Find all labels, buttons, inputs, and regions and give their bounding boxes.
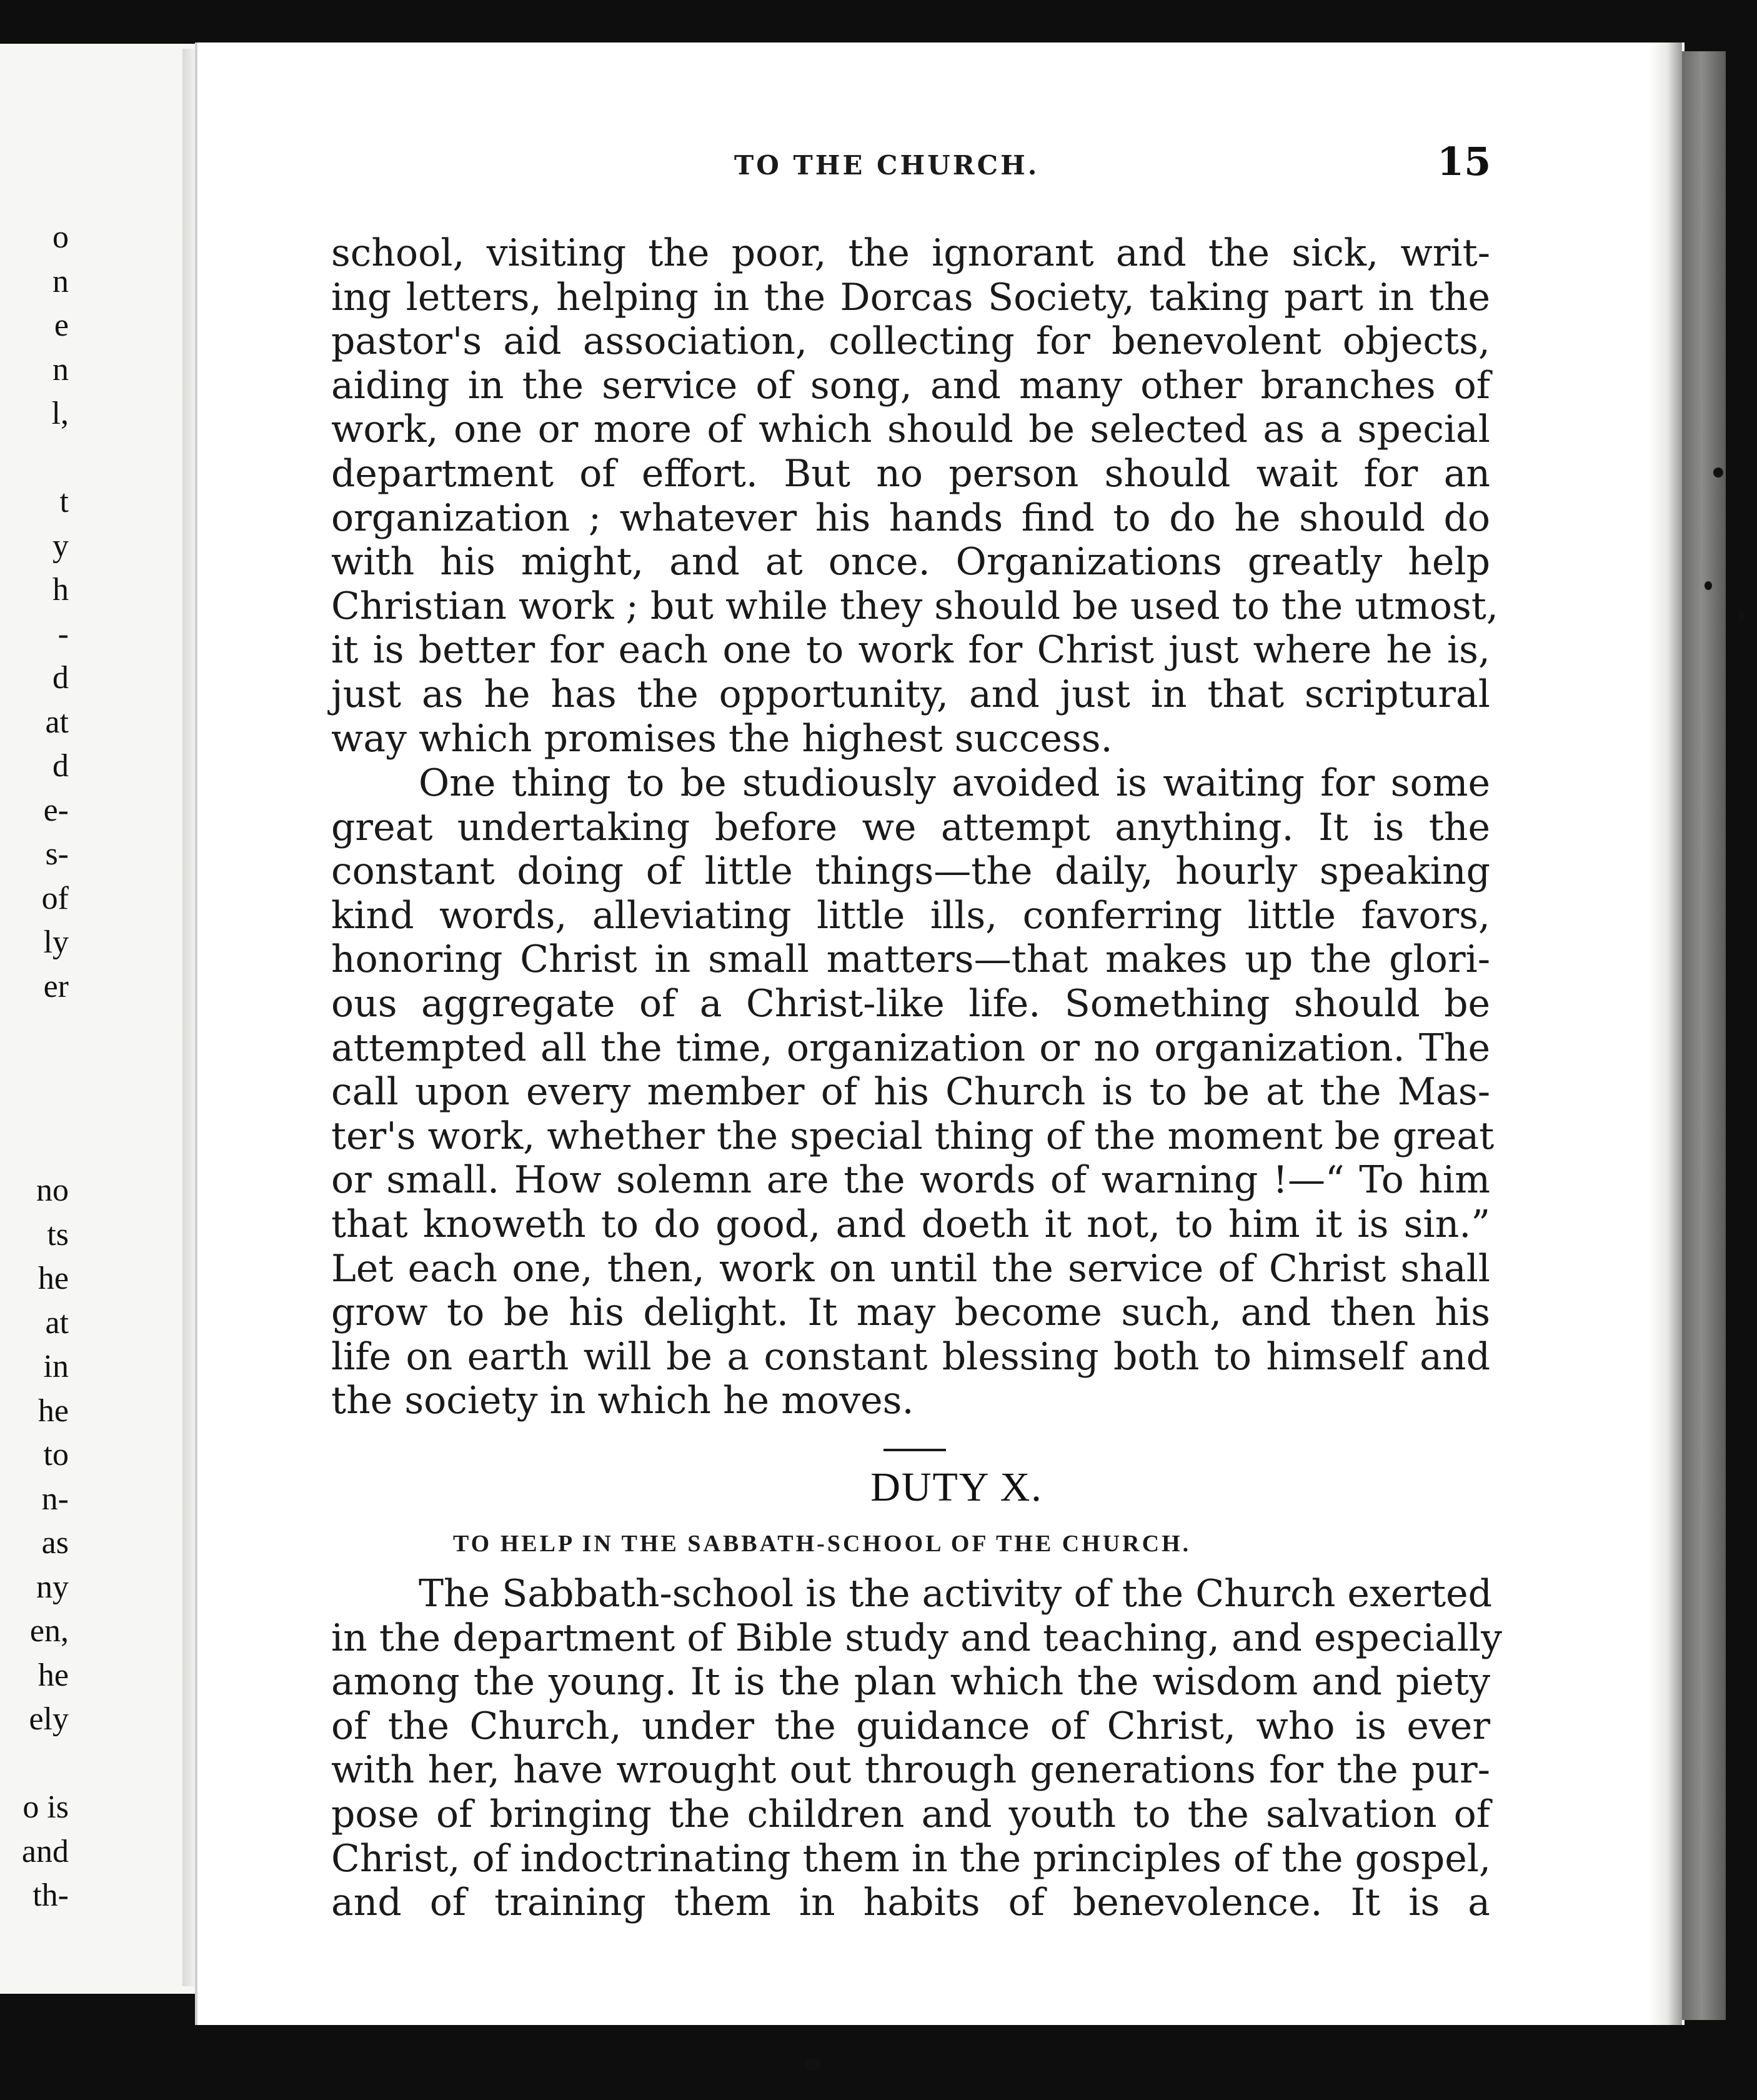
text-line: the society in which he moves. <box>331 1379 914 1423</box>
text-line: Christian work ; but while they should be used to the utmost, <box>331 584 1498 628</box>
text-line: way which promises the highest success. <box>331 716 1113 761</box>
book-cover-edge <box>1682 51 1726 2020</box>
fragment-line: ely <box>29 1701 69 1737</box>
fragment-line: en, <box>29 1613 69 1649</box>
text-line: it is better for each one to work for Christ just where he is, <box>331 628 1490 672</box>
text-line: work, one or more of which should be selected as a special <box>331 408 1490 452</box>
fragment-line: t <box>59 484 69 519</box>
fragment-line: - <box>57 616 69 652</box>
section-title: DUTY X. <box>870 1464 1043 1510</box>
previous-page-text-fragments-upper <box>0 216 69 1009</box>
text-line: great undertaking before we attempt anything. It is the <box>331 805 1490 849</box>
text-line: attempted all the time, organization or no organization. The <box>331 1026 1490 1070</box>
text-line: of the Church, under the guidance of Christ, who is ever <box>331 1704 1490 1748</box>
text-line: life on earth will be a constant blessing both to himself and <box>331 1334 1490 1379</box>
text-line: pastor's aid association, collecting for benevolent objects, <box>331 319 1490 364</box>
text-line: with his might, and at once. Organizations greatly help <box>331 540 1490 584</box>
paragraph-1 <box>331 231 1498 761</box>
fragment-line: e <box>54 308 69 343</box>
fragment-line: he <box>37 1392 69 1429</box>
text-line: call upon every member of his Church is to be at the Mas- <box>331 1070 1490 1114</box>
paragraph-2 <box>331 761 1495 1423</box>
scan-speck <box>1713 468 1723 478</box>
text-line: grow to be his delight. It may become such, and then his <box>331 1291 1490 1335</box>
text-line: just as he has the opportunity, and just in that scriptural <box>331 672 1490 716</box>
section-subtitle: TO HELP IN THE SABBATH-SCHOOL OF THE CHURCH. <box>453 1531 1192 1557</box>
fragment-line: ly <box>43 924 69 960</box>
text-line: Let each one, then, work on until the service of Christ shall <box>331 1246 1490 1291</box>
text-line: One thing to be studiously avoided is waiting for some <box>419 761 1490 805</box>
text-line: and of training them in habits of benevolence. It is a <box>331 1881 1490 1925</box>
fragment-line: in <box>43 1349 69 1384</box>
scan-speck <box>1705 581 1712 590</box>
paragraph-3 <box>331 1572 1503 1925</box>
text-line: department of effort. But no person should wait for an <box>331 451 1490 496</box>
fragment-line <box>0 436 69 481</box>
fragment-line: n- <box>41 1481 69 1517</box>
text-line: school, visiting the poor, the ignorant and the sick, writ- <box>331 231 1490 275</box>
fragment-line: at <box>45 1304 69 1341</box>
text-line: in the department of Bible study and teaching, and especially <box>331 1616 1503 1660</box>
fragment-line: he <box>37 1657 69 1693</box>
fragment-line: to <box>43 1437 69 1472</box>
fragment-line: s- <box>45 836 69 872</box>
text-line: The Sabbath-school is the activity of the Church exerted <box>419 1572 1492 1616</box>
fragment-line: o is <box>22 1789 69 1825</box>
text-line: organization ; whatever his hands find to do he should do <box>331 496 1490 540</box>
fragment-line: e- <box>43 792 69 828</box>
text-line: that knoweth to do good, and doeth it not, to him it is sin.” <box>331 1202 1490 1246</box>
text-line: aiding in the service of song, and many other branches of <box>331 363 1490 408</box>
fragment-line: y <box>52 528 69 564</box>
text-line: or small. How solemn are the words of warning !—“ To him <box>331 1158 1490 1202</box>
fragment-line: d <box>52 748 69 784</box>
text-line: ing letters, helping in the Dorcas Society, taking part in the <box>331 275 1490 319</box>
fragment-line: h <box>52 572 69 608</box>
scan-speck <box>805 2058 821 2071</box>
scan-speck <box>1738 612 1745 620</box>
fragment-line: o <box>52 219 69 255</box>
fragment-line: n <box>52 263 69 299</box>
fragment-line: he <box>37 1261 69 1296</box>
fragment-line: ts <box>47 1216 69 1252</box>
fragment-line: as <box>41 1525 69 1561</box>
fragment-line: no <box>36 1172 69 1208</box>
text-line: ous aggregate of a Christ-like life. Something should be <box>331 981 1490 1026</box>
text-line: constant doing of little things—the daily, hourly speaking <box>331 849 1490 894</box>
previous-page-text-fragments-lower <box>0 1169 69 1918</box>
text-line: ter's work, whether the special thing of the moment be great <box>331 1114 1495 1158</box>
text-line: with her, have wrought out through generations for the pur- <box>331 1748 1490 1792</box>
page-edge-shadow <box>1650 42 1682 2025</box>
fragment-line: er <box>43 968 69 1004</box>
fragment-line: of <box>41 880 69 916</box>
text-line: honoring Christ in small matters—that makes up the glori- <box>331 938 1490 982</box>
text-line: pose of bringing the children and youth to the salvation of <box>331 1792 1490 1836</box>
page-number: 15 <box>1437 139 1491 184</box>
section-divider-rule <box>883 1449 946 1451</box>
fragment-line: at <box>45 704 69 740</box>
text-line: among the young. It is the plan which the wisdom and piety <box>331 1660 1490 1704</box>
fragment-line <box>0 1742 69 1786</box>
fragment-line: n <box>52 351 69 388</box>
fragment-line: and <box>21 1833 69 1869</box>
fragment-line: ny <box>36 1569 69 1605</box>
text-line: Christ, of indoctrinating them in the principles of the gospel, <box>331 1836 1491 1881</box>
fragment-line: d <box>52 660 69 696</box>
text-line: kind words, alleviating little ills, conferring little favors, <box>331 893 1490 938</box>
fragment-line: l, <box>51 396 69 431</box>
fragment-line: th- <box>32 1878 69 1913</box>
running-head: TO THE CHURCH. <box>734 150 1040 181</box>
